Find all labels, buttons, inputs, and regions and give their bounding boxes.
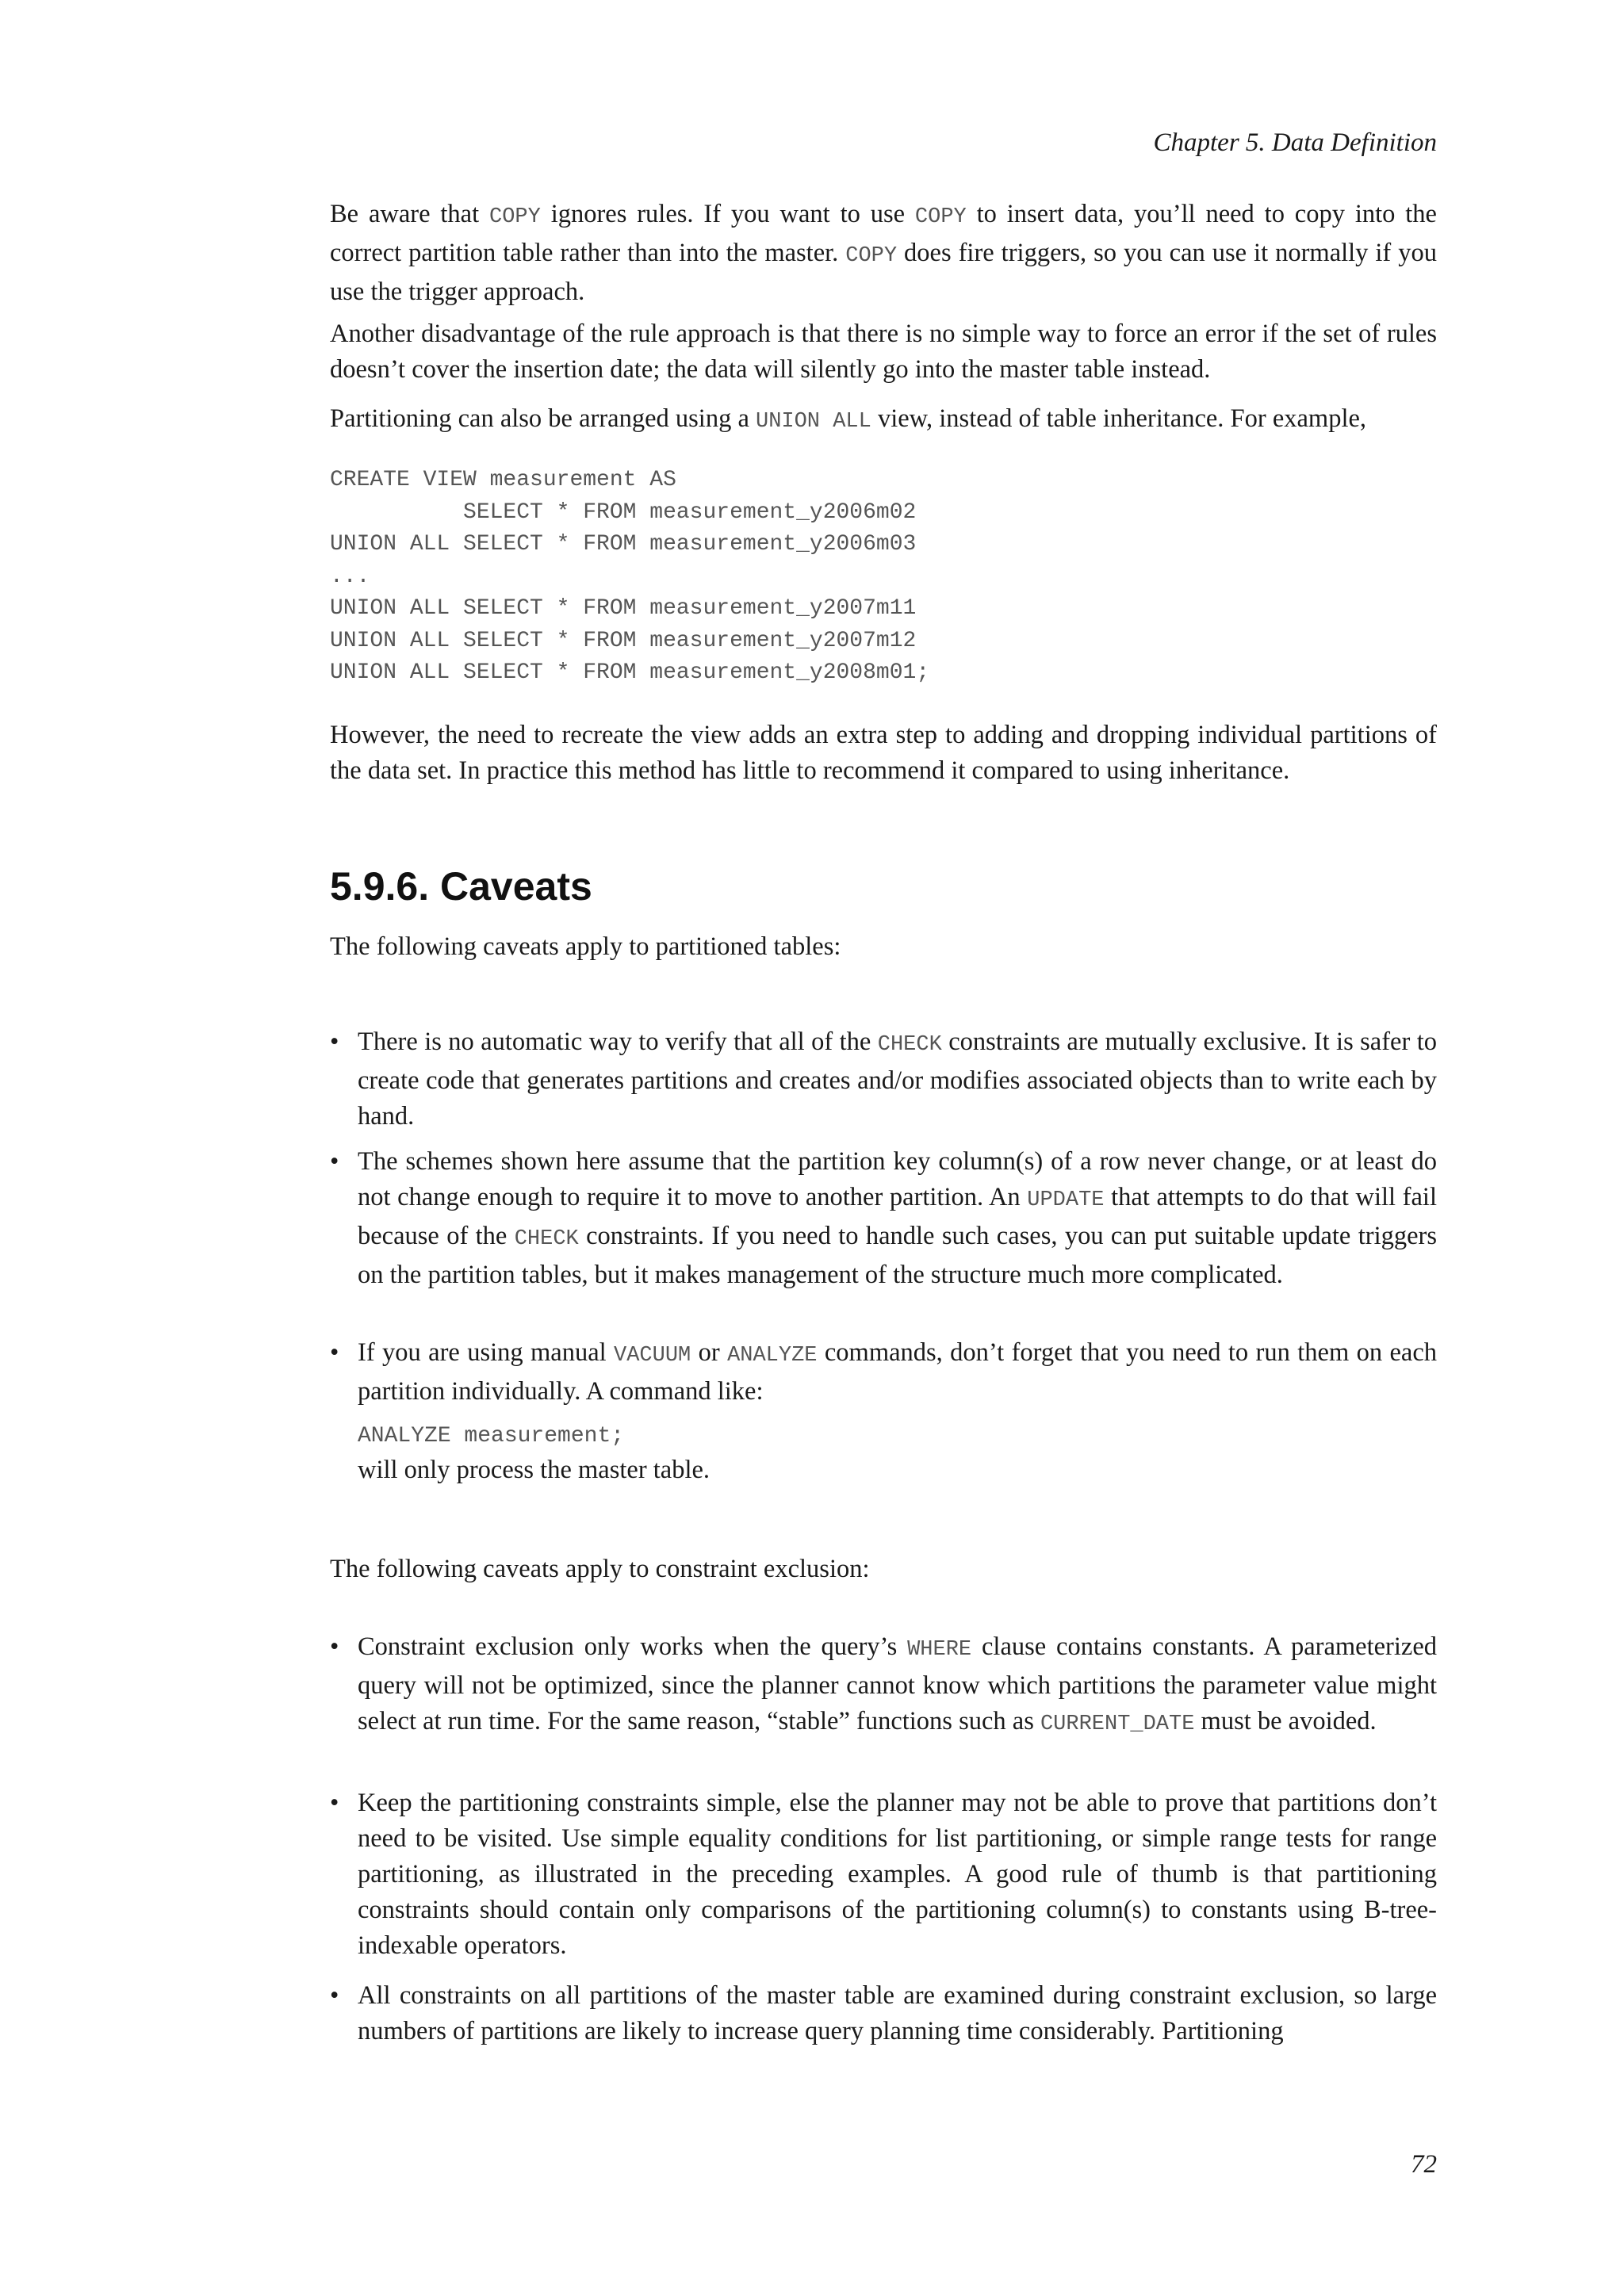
paragraph-intro-constraint-exclusion: The following caveats apply to constraint exclusion: xyxy=(330,1555,870,1583)
text: ignores rules. If you want to use xyxy=(540,200,915,228)
inline-code: VACUUM xyxy=(614,1344,691,1368)
list-item xyxy=(330,1335,1437,1488)
inline-code: WHERE xyxy=(907,1638,972,1662)
list-item-text: Keep the partitioning constraints simple, else the planner may not be able to prove that partitions don’t need to be visited. Use simple equality conditions for list partitioning, or simple range tests for range partitioning, as illustrated in the preceding examples. A good rule of thumb is that partitioning constraints should contain only comparisons of the partitioning column(s) to constants using B-tree-indexable operators. xyxy=(358,1789,1437,1960)
bullet-glyph: • xyxy=(330,1981,339,2010)
inline-code: UNION ALL xyxy=(756,410,871,434)
list-item-text xyxy=(358,1024,1437,1135)
list-item xyxy=(330,1024,1437,1135)
text: There is no automatic way to verify that all of the xyxy=(358,1027,878,1056)
list-item xyxy=(330,1629,1437,1743)
text: If you are using manual xyxy=(358,1338,615,1367)
bullet-glyph: • xyxy=(330,1338,339,1367)
text: commands, don’t forget that you need to run them on each partition individually. A command like: xyxy=(358,1338,1438,1406)
text: that attempts to do that will fail because of the xyxy=(358,1183,1437,1250)
text: The schemes shown here assume that the partition key column(s) of a row never change, or at least do not change enough to require it to move to another partition. An xyxy=(358,1147,1437,1211)
bullet-glyph: • xyxy=(330,1632,339,1661)
inline-code: UPDATE xyxy=(1027,1188,1105,1212)
bullet-glyph: • xyxy=(330,1027,339,1056)
text: view, instead of table inheritance. For example, xyxy=(871,404,1367,433)
inline-code: CHECK xyxy=(877,1033,942,1057)
text: to insert data, you’ll need to copy into the correct partition table rather than into the master. xyxy=(330,200,1437,267)
list-item-text: All constraints on all partitions of the master table are examined during constraint exclusion, so large numbers of partitions are likely to increase query planning time considerably. Partitioning xyxy=(358,1981,1437,2045)
paragraph-union-all xyxy=(330,401,1437,440)
code-analyze-measurement: ANALYZE measurement; xyxy=(358,1424,625,1448)
list-item-text xyxy=(358,1144,1437,1293)
list-item xyxy=(330,1144,1437,1293)
text: or xyxy=(691,1338,728,1367)
inline-code: COPY xyxy=(845,244,898,268)
text: Be aware that xyxy=(330,200,490,228)
text: Constraint exclusion only works when the query’s xyxy=(358,1632,908,1661)
inline-code: ANALYZE xyxy=(727,1344,818,1368)
list-item-text xyxy=(358,1335,1437,1410)
inline-code: COPY xyxy=(914,205,967,229)
text: constraints. If you need to handle such cases, you can put suitable update triggers on the partition tables, but it makes management of the structure much more complicated. xyxy=(358,1222,1437,1289)
code-block-create-view: CREATE VIEW measurement AS SELECT * FROM measurement_y2006m02 UNION ALL SELECT * FROM measurement_y2006m03 ... UNION ALL SELECT * FROM measurement_y2007m11 UNION ALL SELECT * FROM measurement_y2007m12 UNION ALL SELECT * FROM measurement_y2008m01; xyxy=(330,468,930,685)
list-item-text xyxy=(358,1629,1437,1743)
paragraph-intro-partitioned: The following caveats apply to partitioned tables: xyxy=(330,932,841,961)
page-number: 72 xyxy=(1411,2150,1437,2179)
paragraph-rule-disadvantage: Another disadvantage of the rule approach is that there is no simple way to force an error if the set of rules doesn’t cover the insertion date; the data will silently go into the master table instead. xyxy=(330,320,1437,384)
paragraph-recreate-view: However, the need to recreate the view adds an extra step to adding and dropping individual partitions of the data set. In practice this method has little to recommend it compared to using inheritance. xyxy=(330,721,1437,785)
text: constraints are mutually exclusive. It is safer to create code that generates partitions and creates and/or modifies associated objects than to write each by hand. xyxy=(358,1027,1437,1131)
text: Partitioning can also be arranged using a xyxy=(330,404,756,433)
list-item xyxy=(330,1785,1437,1964)
text: does fire triggers, so you can use it normally if you use the trigger approach. xyxy=(330,239,1437,306)
inline-code: CHECK xyxy=(514,1227,579,1251)
text: clause contains constants. A parameterized query will not be optimized, since the planner cannot know which partitions the parameter value might select at run time. For the same reason, “stable” functions such as xyxy=(358,1632,1437,1735)
bullet-glyph: • xyxy=(330,1147,339,1176)
list-item-text: will only process the master table. xyxy=(358,1456,710,1484)
paragraph-copy-rules xyxy=(330,197,1437,310)
section-heading: 5.9.6. Caveats xyxy=(330,864,592,909)
bullet-glyph: • xyxy=(330,1789,339,1817)
running-header: Chapter 5. Data Definition xyxy=(1153,128,1437,157)
text: must be avoided. xyxy=(1194,1707,1377,1735)
inline-code: COPY xyxy=(489,205,541,229)
inline-code: CURRENT_DATE xyxy=(1040,1712,1195,1736)
list-item xyxy=(330,1978,1437,2049)
